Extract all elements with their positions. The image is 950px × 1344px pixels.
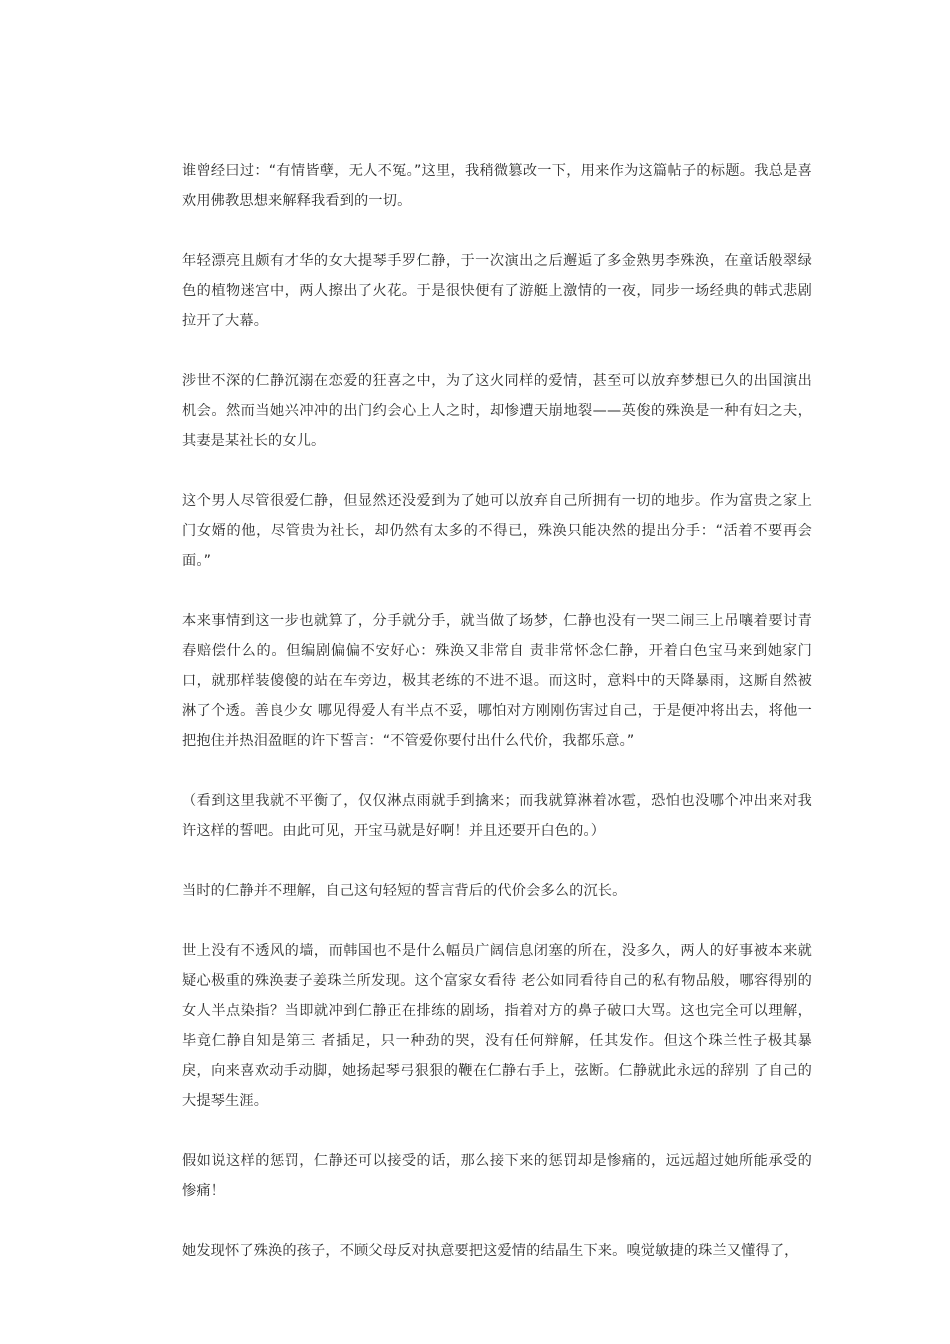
paragraph-5: 本来事情到这一步也就算了，分手就分手，就当做了场梦，仁静也没有一哭二闹三上吊嚷着要讨青春赔偿什么的。但编剧偏偏不安好心：殊涣又非常自 责非常怀念仁静，开着白色宝马来到她家门口，就那样装傻傻的站在车旁边，极其老练的不进不退。而这时，意料中的天降暴雨，这厮自然被淋了个透。善良少女 哪见得爱人有半点不妥，哪怕对方刚刚伤害过自己，于是便冲将出去，将他一把抱住并热泪盈眶的许下誓言：“不管爱你要付出什么代价，我都乐意。”: [182, 613, 812, 749]
paragraph-9: 假如说这样的惩罚，仁静还可以接受的话，那么接下来的惩罚却是惨痛的，远远超过她所能承受的惨痛！: [182, 1153, 812, 1199]
paragraph-6: （看到这里我就不平衡了，仅仅淋点雨就手到擒来；而我就算淋着冰雹，恐怕也没哪个冲出来对我许这样的誓吧。由此可见，开宝马就是好啊！并且还要开白色的。）: [182, 793, 812, 839]
paragraph-4: 这个男人尽管很爱仁静，但显然还没爱到为了她可以放弃自己所拥有一切的地步。作为富贵之家上门女婿的他，尽管贵为社长，却仍然有太多的不得已，殊涣只能决然的提出分手：“活着不要再会面。”: [182, 493, 812, 569]
paragraph-2: 年轻漂亮且颇有才华的女大提琴手罗仁静，于一次演出之后邂逅了多金熟男李殊涣，在童话般翠绿色的植物迷宫中，两人擦出了火花。于是很快便有了游艇上激情的一夜，同步一场经典的韩式悲剧拉开了大幕。: [182, 253, 812, 329]
paragraph-8: 世上没有不透风的墙，而韩国也不是什么幅员广阔信息闭塞的所在，没多久，两人的好事被本来就疑心极重的殊涣妻子姜珠兰所发现。这个富家女看待 老公如同看待自己的私有物品般，哪容得别的女人半点染指？当即就冲到仁静正在排练的剧场，指着对方的鼻子破口大骂。这也完全可以理解，毕竟仁静自知是第三 者插足，只一种劲的哭，没有任何辩解，任其发作。但这个珠兰性子极其暴戾，向来喜欢动手动脚，她扬起琴弓狠狠的鞭在仁静右手上，弦断。仁静就此永远的辞别 了自己的大提琴生涯。: [182, 943, 812, 1109]
paragraph-1: 谁曾经曰过：“有情皆孽，无人不冤。”这里，我稍微篡改一下，用来作为这篇帖子的标题。我总是喜欢用佛教思想来解释我看到的一切。: [182, 163, 812, 209]
paragraph-3: 涉世不深的仁静沉溺在恋爱的狂喜之中，为了这火同样的爱情，甚至可以放弃梦想已久的出国演出机会。然而当她兴冲冲的出门约会心上人之时，却惨遭天崩地裂——英俊的殊涣是一种有妇之夫，其妻是某社长的女儿。: [182, 373, 812, 449]
document-body: [182, 156, 812, 1266]
paragraph-7: 当时的仁静并不理解，自己这句轻短的誓言背后的代价会多么的沉长。: [182, 883, 627, 899]
paragraph-10: 她发现怀了殊涣的孩子，不顾父母反对执意要把这爱情的结晶生下来。嗅觉敏捷的珠兰又懂得了，: [182, 1243, 799, 1259]
